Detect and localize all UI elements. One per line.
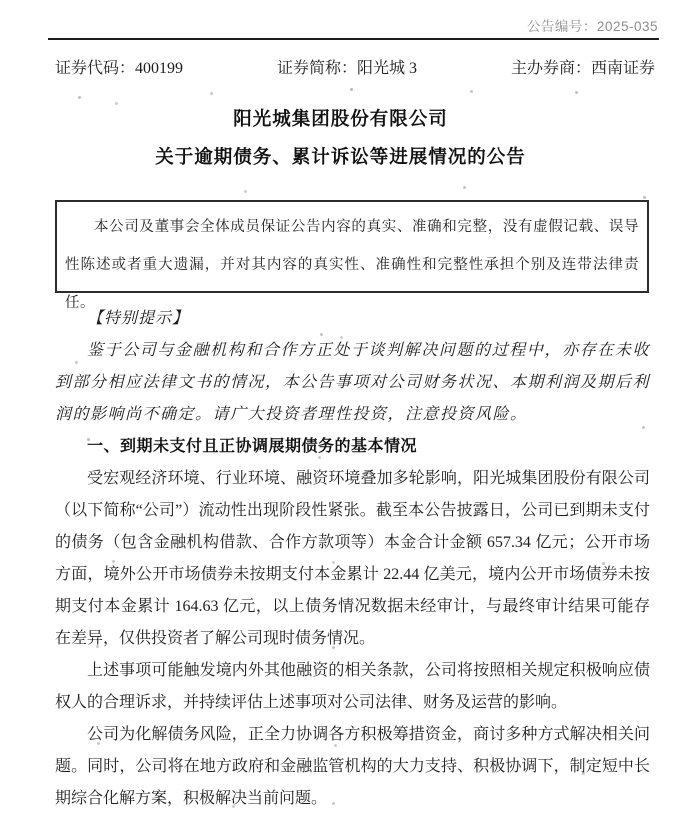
special-notice-paragraph: 鉴于公司与金融机构和合作方正处于谈判解决问题的过程中，亦存在未收到部分相应法律文书的情况，本公告事项对公司财务状况、本期利润及期后利润的影响尚不确定。请广大投资者理性投资，注意投资风险。 (55, 342, 651, 423)
company-name-title: 阳光城集团股份有限公司 (233, 108, 448, 129)
header-divider-line (48, 38, 659, 40)
document-body (55, 303, 650, 815)
special-notice-label: 【特别提示】 (87, 310, 190, 327)
stock-name-label: 证券简称：阳光城 3 (276, 60, 417, 77)
section-1-heading: 一、到期未支付且正协调展期债务的基本情况 (87, 438, 418, 455)
section-1-paragraph-3: 公司为化解债务风险，正全力协调各方积极筹措资金，商讨多种方式解决相关问题。同时，公司将在地方政府和金融监管机构的大力支持、积极协调下，制定短中长期综合化解方案，积极解决当前问题。 (55, 726, 650, 807)
board-declaration-text: 本公司及董事会全体成员保证公告内容的真实、准确和完整，没有虚假记载、误导性陈述或者重大遗漏，并对其内容的真实性、准确性和完整性承担个别及连带法律责任。 (65, 219, 639, 311)
securities-header-row (55, 55, 655, 78)
scan-noise-specks (78, 96, 81, 99)
stock-code-label: 证券代码：400199 (55, 60, 184, 77)
section-1-paragraph-1: 受宏观经济环境、行业环境、融资环境叠加多轮影响，阳光城集团股份有限公司（以下简称“公司”）流动性出现阶段性紧张。截至本公告披露日，公司已到期未支付的债务（包含金融机构借款、合作方款项等）本金合计金额 657.34 亿元；公开市场方面，境外公开市场债券未按期支付本金累计 22.44 亿美元，境内公开市场债券未按期支付本金累计 164.63 亿元，以上债务情况数据未经审计，与最终审计结果可能存在差异，仅供投资者了解公司现时债务情况。 (55, 470, 650, 647)
announcement-number: 公告编号：2025-035 (526, 19, 658, 34)
board-declaration-box (55, 200, 649, 311)
announcement-subject-title: 关于逾期债务、累计诉讼等进展情况的公告 (155, 146, 526, 167)
section-1-paragraph-2: 上述事项可能触发境内外其他融资的相关条款，公司将按照相关规定积极响应债权人的合理诉求，并持续评估上述事项对公司法律、财务及运营的影响。 (55, 662, 650, 711)
sponsor-label: 主办券商：西南证券 (510, 60, 655, 77)
